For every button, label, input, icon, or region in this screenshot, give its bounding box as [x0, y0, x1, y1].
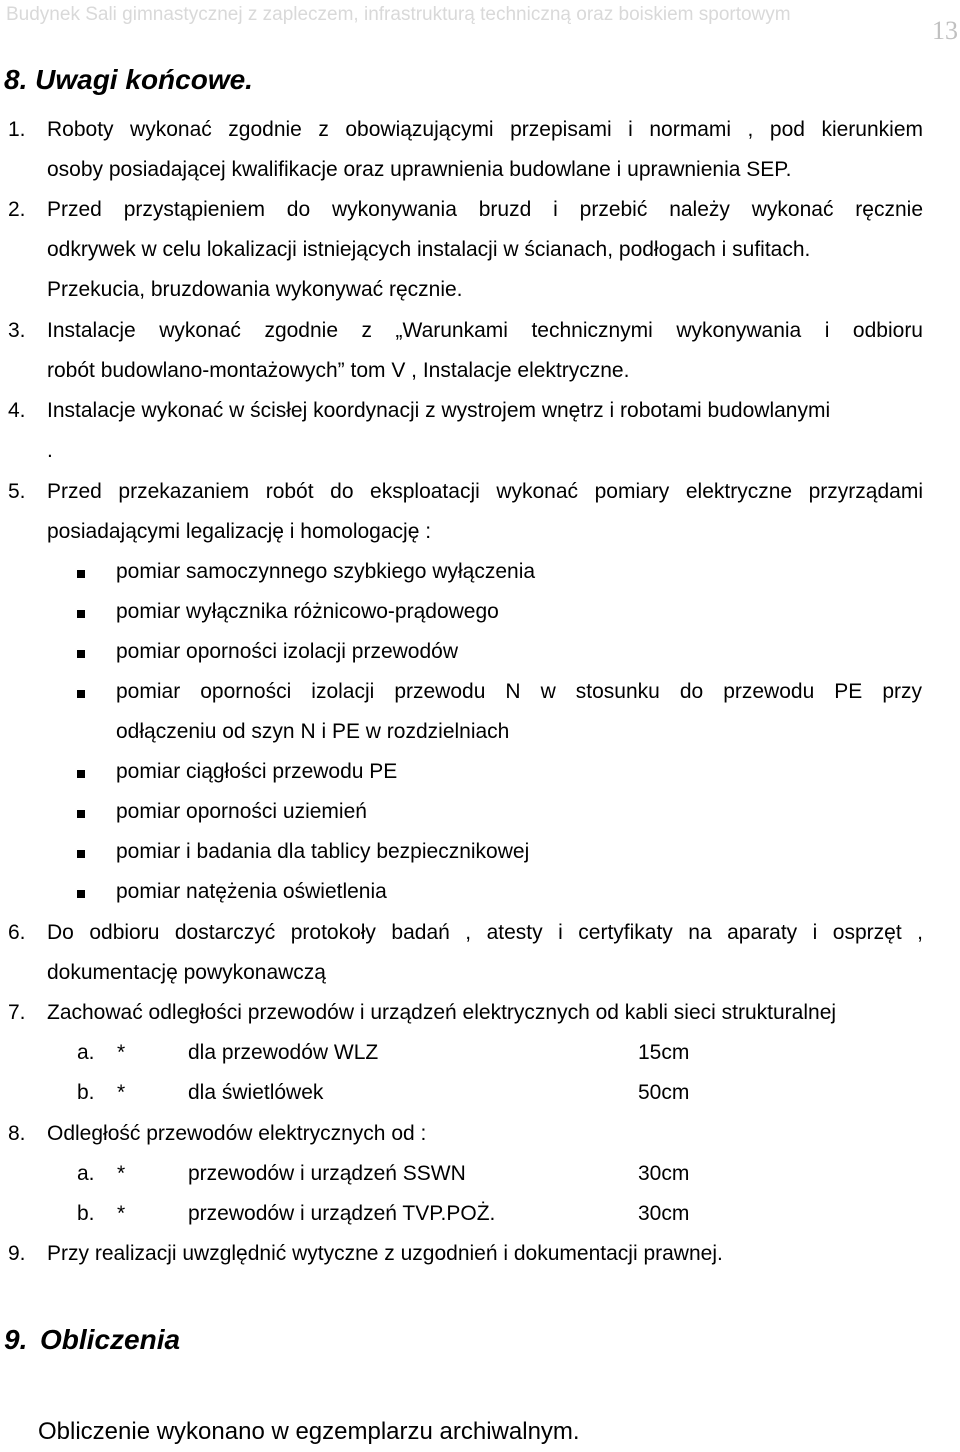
- distance-value: 30cm: [638, 1202, 690, 1225]
- square-bullet-icon: [77, 887, 85, 901]
- list-item-text: Instalacje wykonać zgodnie z „Warunkami technicznymi wykonywania i odbioru: [47, 319, 923, 342]
- list-item-text: posiadającymi legalizację i homologację :: [47, 520, 432, 543]
- list-item-text: osoby posiadającej kwalifikacje oraz uprawnienia budowlane i uprawnienia SEP.: [47, 158, 792, 181]
- bullet-item: pomiar oporności izolacji przewodu N w stosunku do przewodu PE przy: [116, 680, 922, 703]
- asterisk: *: [117, 1041, 126, 1064]
- list-item-text: Instalacje wykonać w ścisłej koordynacji z wystrojem wnętrz i robotami budowlanymi: [47, 399, 831, 422]
- list-item-text: Zachować odległości przewodów i urządzeń elektrycznych od kabli sieci strukturalnej: [47, 1001, 837, 1024]
- list-number: 7.: [8, 1001, 26, 1024]
- distance-value: 15cm: [638, 1041, 690, 1064]
- distance-label: dla świetlówek: [188, 1081, 324, 1104]
- bullet-item: pomiar oporności uziemień: [116, 800, 367, 823]
- asterisk: *: [117, 1162, 126, 1185]
- square-bullet-icon: [77, 647, 85, 661]
- running-header: Budynek Sali gimnastycznej z zapleczem, infrastrukturą techniczną oraz boiskiem sportowym: [6, 4, 791, 25]
- list-item-text: Przy realizacji uwzględnić wytyczne z uzgodnień i dokumentacji prawnej.: [47, 1242, 723, 1265]
- bullet-item: pomiar i badania dla tablicy bezpiecznikowej: [116, 840, 530, 863]
- distance-label: przewodów i urządzeń SSWN: [188, 1162, 466, 1185]
- list-number: 2.: [8, 198, 26, 221]
- asterisk: *: [117, 1202, 126, 1225]
- section-9-text: Obliczenie wykonano w egzemplarzu archiwalnym.: [38, 1418, 580, 1445]
- list-item-text: Roboty wykonać zgodnie z obowiązującymi przepisami i normami , pod kierunkiem: [47, 118, 923, 141]
- distance-label: dla przewodów WLZ: [188, 1041, 379, 1064]
- square-bullet-icon: [77, 847, 85, 861]
- section-8-heading: 8. Uwagi końcowe.: [4, 64, 253, 95]
- bullet-item: pomiar wyłącznika różnicowo-prądowego: [116, 600, 499, 623]
- list-item-text: Do odbioru dostarczyć protokoły badań , atesty i certyfikaty na aparaty i osprzęt ,: [47, 921, 923, 944]
- square-bullet-icon: [77, 807, 85, 821]
- sub-letter: a.: [77, 1162, 95, 1185]
- bullet-item: pomiar samoczynnego szybkiego wyłączenia: [116, 560, 536, 583]
- sub-letter: a.: [77, 1041, 95, 1064]
- distance-value: 50cm: [638, 1081, 690, 1104]
- list-number: 6.: [8, 921, 26, 944]
- section-9-heading: Obliczenia: [40, 1324, 181, 1355]
- list-number: 4.: [8, 399, 26, 422]
- list-item-text: robót budowlano-montażowych” tom V , Instalacje elektryczne.: [47, 359, 630, 382]
- square-bullet-icon: [77, 607, 85, 621]
- list-number: 3.: [8, 319, 26, 342]
- list-item-text: Odległość przewodów elektrycznych od :: [47, 1122, 427, 1145]
- distance-value: 30cm: [638, 1162, 690, 1185]
- bullet-item: pomiar natężenia oświetlenia: [116, 880, 387, 903]
- square-bullet-icon: [77, 567, 85, 581]
- list-item-text: .: [47, 439, 53, 462]
- list-item-text: Przed przystąpieniem do wykonywania bruzd i przebić należy wykonać ręcznie: [47, 198, 923, 221]
- list-item-text: Przekucia, bruzdowania wykonywać ręcznie.: [47, 278, 463, 301]
- list-number: 1.: [8, 118, 26, 141]
- distance-label: przewodów i urządzeń TVP.POŻ.: [188, 1202, 496, 1225]
- sub-letter: b.: [77, 1081, 95, 1104]
- list-item-text: dokumentację powykonawczą: [47, 961, 326, 984]
- square-bullet-icon: [77, 767, 85, 781]
- page-number: 13: [932, 16, 958, 45]
- list-number: 8.: [8, 1122, 26, 1145]
- list-number: 5.: [8, 480, 26, 503]
- bullet-item: pomiar oporności izolacji przewodów: [116, 640, 458, 663]
- list-item-text: Przed przekazaniem robót do eksploatacji wykonać pomiary elektryczne przyrządami: [47, 480, 923, 503]
- bullet-item-continuation: odłączeniu od szyn N i PE w rozdzielniach: [116, 720, 510, 743]
- list-number: 9.: [8, 1242, 26, 1265]
- section-9-heading-number: 9.: [4, 1324, 28, 1355]
- bullet-item: pomiar ciągłości przewodu PE: [116, 760, 398, 783]
- square-bullet-icon: [77, 687, 85, 701]
- sub-letter: b.: [77, 1202, 95, 1225]
- list-item-text: odkrywek w celu lokalizacji istniejących instalacji w ścianach, podłogach i sufitach.: [47, 238, 811, 261]
- asterisk: *: [117, 1081, 126, 1104]
